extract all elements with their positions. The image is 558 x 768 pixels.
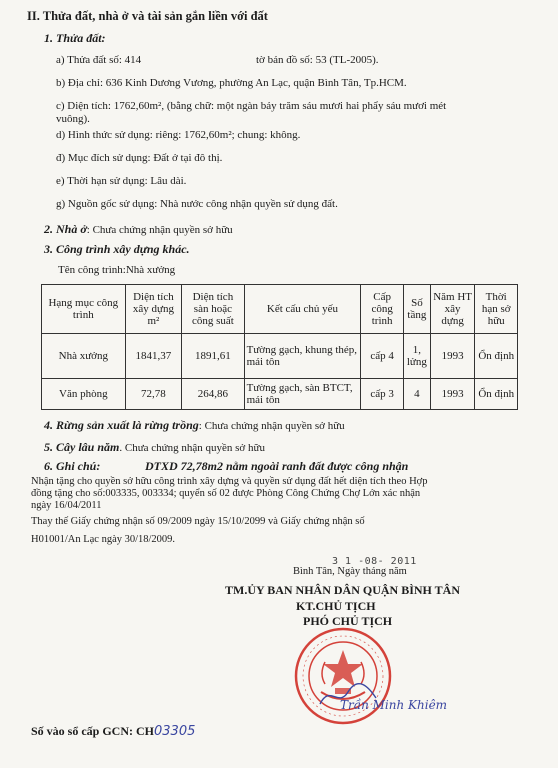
cell-year: 1993 <box>430 334 475 379</box>
col-item: Hạng mục công trình <box>42 285 126 334</box>
notes-replace-2: H01001/An Lạc ngày 30/18/2009. <box>31 534 176 545</box>
notes-transfer-3: ngày 16/04/2011 <box>31 500 102 511</box>
works-heading: 3. Công trình xây dựng khác. <box>44 242 190 256</box>
cell-item: Văn phòng <box>42 379 126 410</box>
notes-heading: 6. Ghi chú: <box>44 459 101 473</box>
cell-ownership-term: Ổn định <box>475 334 518 379</box>
col-floors: Số tầng <box>403 285 430 334</box>
notes-transfer-2: đồng tặng cho số:003335, 003334; quyển số 02 được Phòng Công Chứng Chợ Lớn xác nhận <box>31 488 421 499</box>
cell-floor-area: 264,86 <box>182 379 244 410</box>
col-grade: Cấp công trình <box>361 285 404 334</box>
land-origin: g) Nguồn gốc sử dụng: Nhà nước công nhận quyền sử dụng đất. <box>56 198 338 210</box>
cell-grade: cấp 4 <box>361 334 404 379</box>
notes-headline: DTXD 72,78m2 nằm ngoài ranh đất được công nhận <box>145 459 409 473</box>
land-area-cont: vuông). <box>56 113 90 125</box>
house-status: : Chưa chứng nhận quyền sở hữu <box>86 224 233 236</box>
col-structure: Kết cấu chủ yếu <box>244 285 361 334</box>
works-table <box>41 284 518 410</box>
section-title: II. Thửa đất, nhà ở và tài sản gắn liền với đất <box>27 9 268 23</box>
sign-date-line: Bình Tân, Ngày tháng năm <box>293 566 407 577</box>
cell-floors: 1, lửng <box>403 334 430 379</box>
registry-line <box>31 722 195 740</box>
col-year: Năm HT xây dựng <box>430 285 475 334</box>
land-heading: 1. Thửa đất: <box>44 31 106 45</box>
cell-item: Nhà xưởng <box>42 334 126 379</box>
land-address: b) Địa chỉ: 636 Kinh Dương Vương, phường An Lạc, quận Bình Tân, Tp.HCM. <box>56 77 407 89</box>
cell-build-area: 1841,37 <box>125 334 182 379</box>
notes-transfer-1: Nhận tặng cho quyền sở hữu công trình xây dựng và quyền sử dụng đất hết diện tích theo Hợp <box>31 476 428 487</box>
land-purpose: đ) Mục đích sử dụng: Đất ở tại đô thị. <box>56 152 223 164</box>
date-stamp: 3 1 -08- 2011 <box>332 556 417 567</box>
cell-floor-area: 1891,61 <box>182 334 244 379</box>
land-area: c) Diện tích: 1762,60m², (bằng chữ: một ngàn bảy trăm sáu mươi hai phẩy sáu mươi mét <box>56 100 447 112</box>
cell-year: 1993 <box>430 379 475 410</box>
forest-status: : Chưa chứng nhận quyền sở hữu <box>198 420 345 432</box>
cell-structure: Tường gạch, sàn BTCT, mái tôn <box>244 379 361 410</box>
forest-heading: 4. Rừng sản xuất là rừng trồng <box>44 418 199 432</box>
col-build-area: Diện tích xây dựng m² <box>125 285 182 334</box>
land-term: e) Thời hạn sử dụng: Lâu dài. <box>56 175 187 187</box>
sign-authority: TM.ỦY BAN NHÂN DÂN QUẬN BÌNH TÂN <box>225 583 461 597</box>
land-map-sheet: tờ bản đồ số: 53 (TL-2005). <box>256 54 379 66</box>
perennial-heading: 5. Cây lâu năm <box>44 440 120 454</box>
cell-grade: cấp 3 <box>361 379 404 410</box>
registry-number: 03305 <box>154 724 196 739</box>
perennial-line <box>44 438 265 456</box>
registry-label: Số vào sổ cấp GCN: CH <box>31 724 155 738</box>
house-line <box>44 220 233 238</box>
signer-signature: Trần Minh Khiêm <box>340 698 448 712</box>
col-floor-area: Diện tích sàn hoặc công suất <box>182 285 244 334</box>
works-table-header <box>42 285 518 334</box>
sign-title: PHÓ CHỦ TỊCH <box>303 614 393 628</box>
cell-build-area: 72,78 <box>125 379 182 410</box>
sign-deputy: KT.CHỦ TỊCH <box>296 599 376 613</box>
cell-structure: Tường gạch, khung thép, mái tôn <box>244 334 361 379</box>
notes-replace-1: Thay thế Giấy chứng nhận số 09/2009 ngày 15/10/2099 và Giấy chứng nhận số <box>31 516 365 527</box>
col-ownership-term: Thời hạn sở hữu <box>475 285 518 334</box>
table-row <box>42 379 518 410</box>
land-usage-form: d) Hình thức sử dụng: riêng: 1762,60m²; chung: không. <box>56 129 301 141</box>
table-row <box>42 334 518 379</box>
cell-floors: 4 <box>403 379 430 410</box>
signature-stroke <box>318 680 378 710</box>
works-name: Tên công trình:Nhà xưởng <box>58 264 176 276</box>
house-heading: 2. Nhà ở <box>44 222 87 236</box>
cell-ownership-term: Ổn định <box>475 379 518 410</box>
forest-line <box>44 416 345 434</box>
perennial-status: . Chưa chứng nhận quyền sở hữu <box>119 442 265 454</box>
land-parcel-number: a) Thửa đất số: 414 <box>56 54 142 66</box>
